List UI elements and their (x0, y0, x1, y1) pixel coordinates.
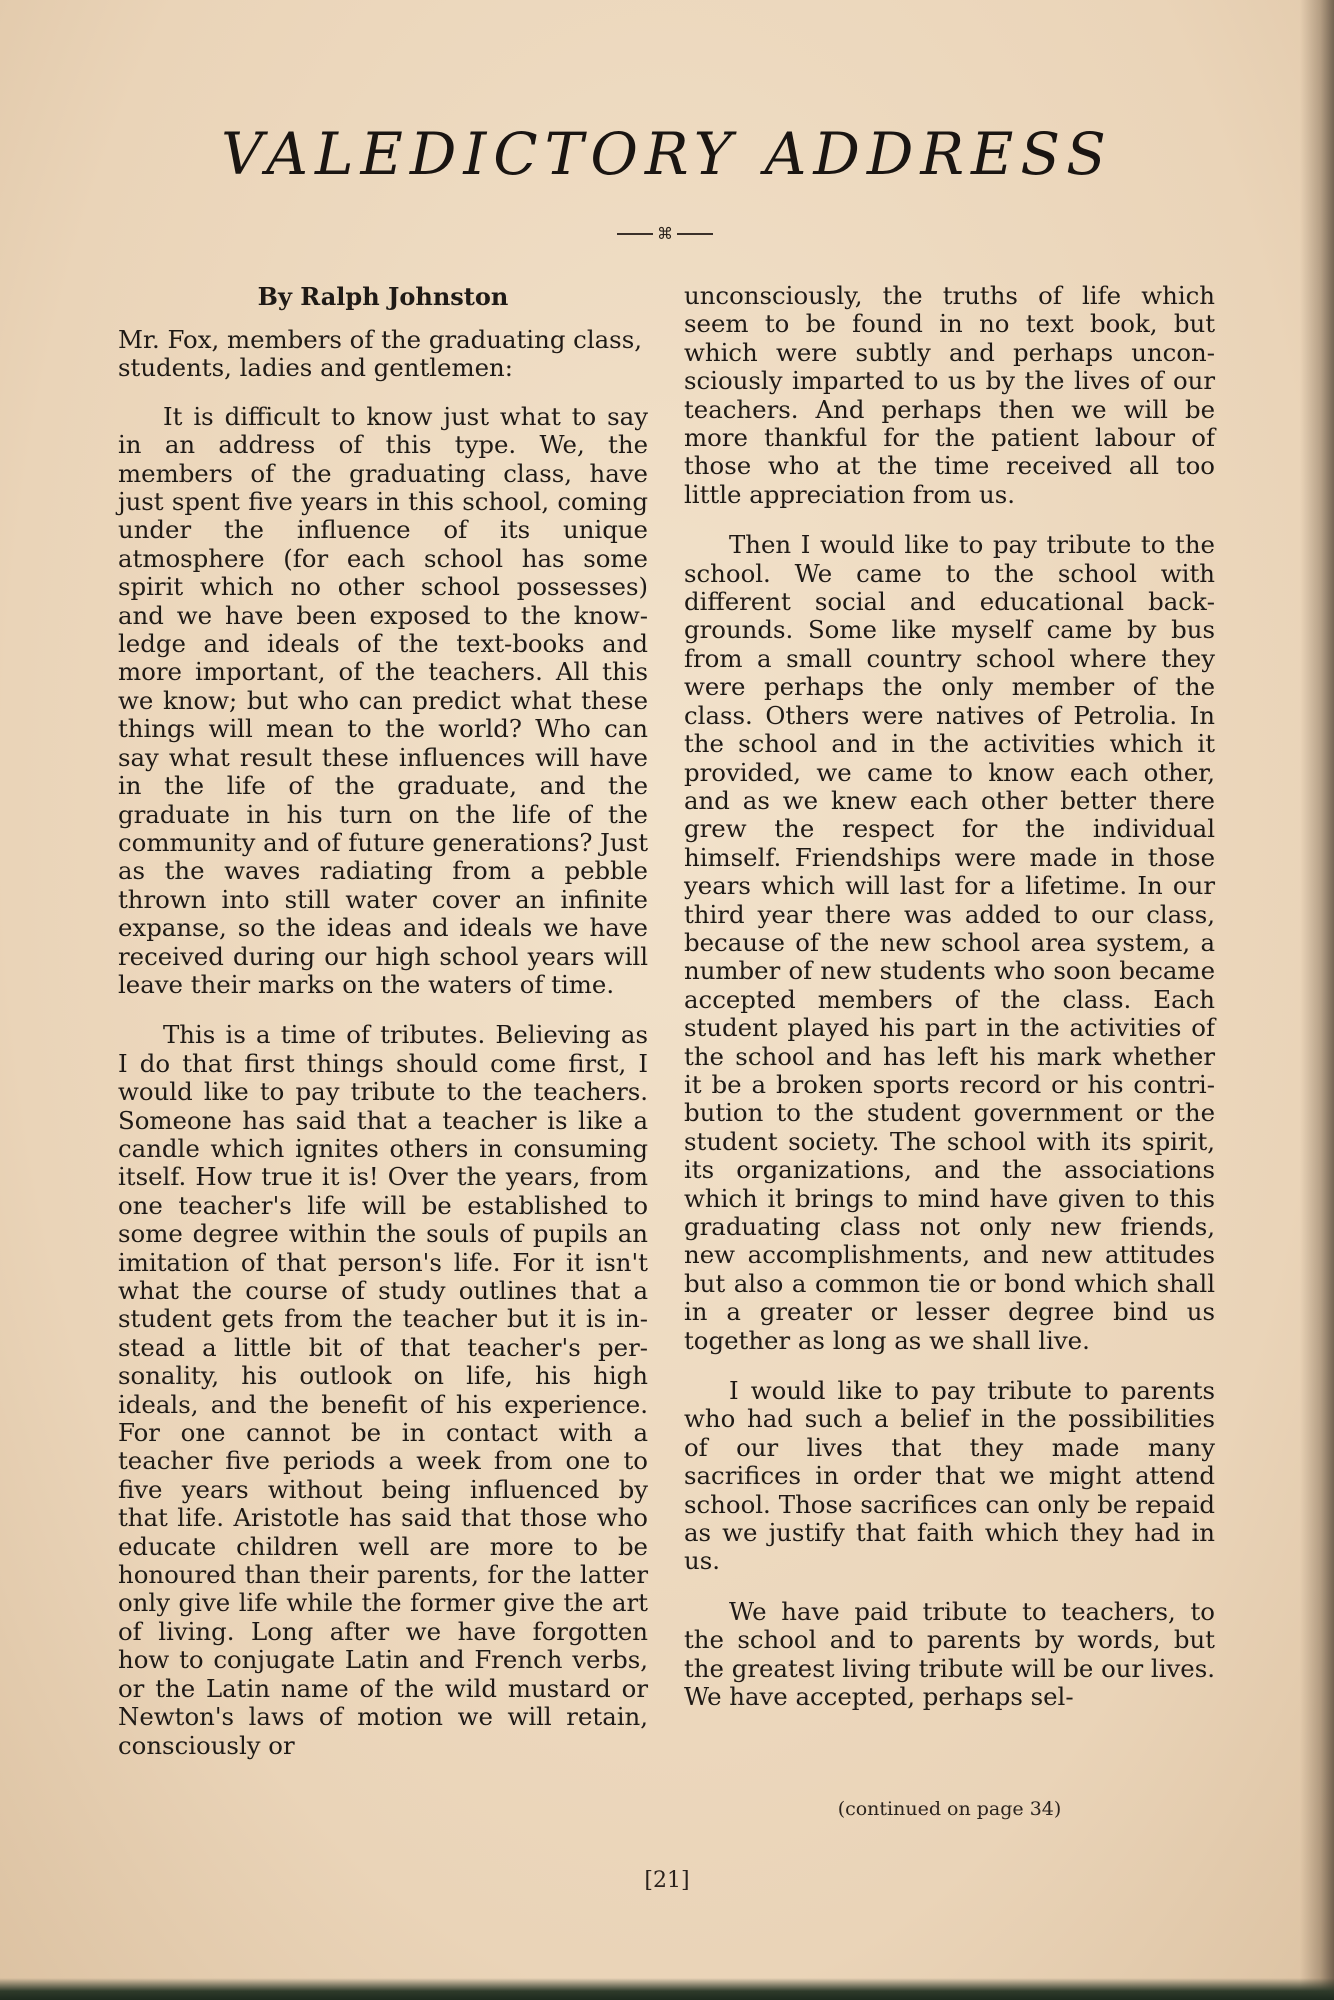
binding-shadow (1300, 0, 1334, 2000)
ornament-glyph: ⌘ (657, 224, 673, 243)
paragraph-introduction: It is difficult to know just what to say in an address of this type. We, the members of the graduating class, have just spent five years in this school, coming under the influence of its unique atmosphere (for each school has some spirit which no other school possesses) and we have been exposed to the knowledge and ideals of the text-books and more important, of the teachers. All this we know; but who can predict what these things will mean to the world? Who can say what result these influences will have in the life of the graduate, and the graduate in his turn on the life of the community and of future generations? Just as the waves radiating from a pebble thrown into still water cover an infinite expanse, so the ideas and ideals we have received during our high school years will leave their marks on the waters of time. (118, 401, 648, 999)
paragraph-teachers-tribute: This is a time of tributes. Believing as I do that first things should come first, I would like to pay tribute to the teachers. Someone has said that a teacher is like a candle which ignites others in consuming itself. How true it is! Over the years, from one teacher's life will be established to some degree within the souls of pupils an imitation of that person's life. For it isn't what the course of study outlines that a student gets from the teacher but it is instead a little bit of that teacher's personality, his outlook on life, his high ideals, and the benefit of his experience. For one cannot be in contact with a teacher five periods a week from one to five years without being influenced by that life. Aristotle has said that those who educate children well are more to be honoured than their parents, for the latter only give life while the former give the art of living. Long after we have forgotten how to conjugate Latin and French verbs, or the Latin name of the wild mustard or Newton's laws of motion we will retain, consciously or (118, 1020, 648, 1760)
paragraph-parents-tribute: I would like to pay tribute to parents who had such a belief in the possibilities of our lives that they made many sacrifices in order that we might attend school. Those sacrifices can only be repaid as we justify that faith which they had in us. (684, 1376, 1215, 1576)
continued-note: (continued on page 34) (837, 1798, 1062, 1820)
paragraph-school-tribute: Then I would like to pay tribute to the school. We came to the school with different social and educational backgrounds. Some like myself came by bus from a small country school where they were perhaps the only member of the class. Others were natives of Petrolia. In the school and in the activities which it provided, we came to know each other, and as we knew each other better there grew the respect for the individual himself. Friendships were made in those years which will last for a lifetime. In our third year there was added to our class, because of the new school area system, a number of new students who soon became accepted members of the class. Each student played his part in the activities of the school and has left his mark whether it be a broken sports record or his contribution to the student government or the student society. The school with its spirit, its organizations, and the associations which it brings to mind have given to this graduating class not only new friends, new accomplishments, and new attitudes but also a common tie or bond which shall in a greater or lesser degree bind us together as long as we shall live. (684, 530, 1215, 1355)
salutation: Mr. Fox, members of the graduating class, students, ladies and gentlemen: (118, 325, 642, 383)
byline: By Ralph Johnston (257, 282, 509, 311)
article-title: VALEDICTORY ADDRESS (221, 120, 1113, 188)
paragraph-teachers-continued: unconsciously, the truths of life which seem to be found in no text book, but which were subtly and perhaps unconsciously imparted to us by the lives of our teachers. And perhaps then we will be more thankful for the patient labour of those who at the time received all too little appreciation from us. (684, 281, 1215, 509)
paragraph-living-tribute: We have paid tribute to teachers, to the school and to parents by words, but the greatest living tribute will be our lives. We have accepted, perhaps sel- (684, 1596, 1215, 1712)
ornament-rule-right (677, 233, 713, 235)
left-column (118, 282, 648, 1760)
ornament-rule-left (617, 233, 653, 235)
right-column (684, 282, 1215, 1712)
title-ornament (610, 224, 720, 244)
page-bottom-edge (0, 1978, 1334, 2000)
page-number: [21] (644, 1868, 690, 1893)
